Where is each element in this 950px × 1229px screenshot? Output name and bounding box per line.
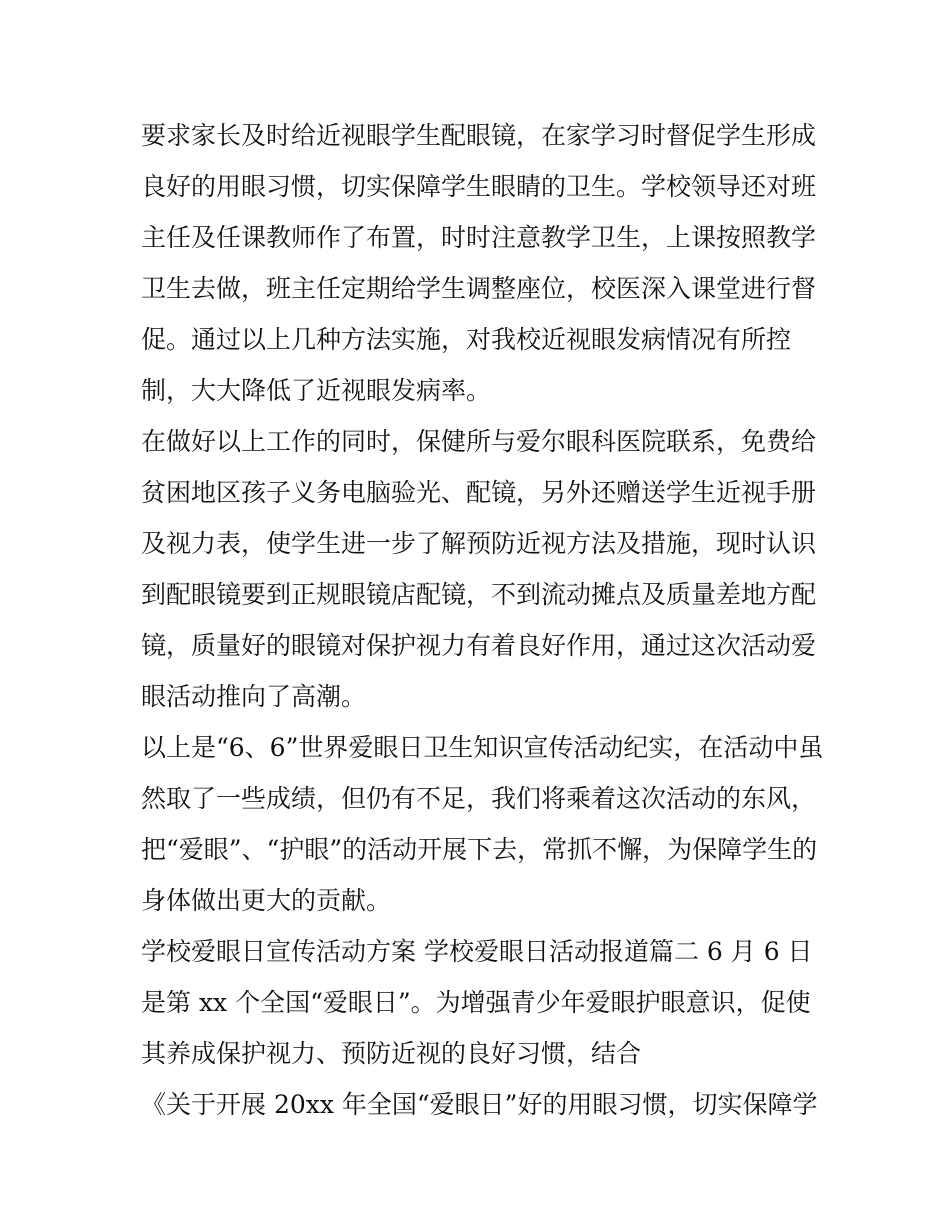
text-line: 到配眼镜要到正规眼镜店配镜，不到流动摊点及质量差地方配 bbox=[141, 580, 817, 609]
text-line: 身体做出更大的贡献。 bbox=[141, 886, 392, 915]
text-line: 以上是“6、6”世界爱眼日卫生知识宣传活动纪实，在活动中虽 bbox=[141, 733, 824, 762]
text-line: 学校爱眼日宣传活动方案 学校爱眼日活动报道篇二 6 月 6 日 bbox=[141, 937, 813, 966]
text-line: 把“爱眼”、“护眼”的活动开展下去，常抓不懈，为保障学生的 bbox=[141, 835, 818, 864]
text-line: 及视力表，使学生进一步了解预防近视方法及措施，现时认识 bbox=[141, 529, 817, 558]
text-line: 贫困地区孩子义务电脑验光、配镜，另外还赠送学生近视手册 bbox=[141, 478, 817, 507]
text-line: 制，大大降低了近视眼发病率。 bbox=[141, 376, 492, 405]
text-line: 然取了一些成绩，但仍有不足，我们将乘着这次活动的东风， bbox=[141, 784, 817, 813]
text-line: 卫生去做，班主任定期给学生调整座位，校医深入课堂进行督 bbox=[141, 274, 817, 303]
text-line: 眼活动推向了高潮。 bbox=[141, 682, 367, 711]
text-line: 在做好以上工作的同时，保健所与爱尔眼科医院联系，免费给 bbox=[141, 427, 817, 456]
text-line: 《关于开展 20xx 年全国“爱眼日”好的用眼习惯，切实保障学 bbox=[141, 1090, 818, 1119]
text-line: 镜，质量好的眼镜对保护视力有着良好作用，通过这次活动爱 bbox=[141, 631, 817, 660]
text-line: 良好的用眼习惯，切实保障学生眼睛的卫生。学校领导还对班 bbox=[141, 172, 817, 201]
text-line: 促。通过以上几种方法实施，对我校近视眼发病情况有所控 bbox=[141, 325, 792, 354]
text-line: 其养成保护视力、预防近视的良好习惯，结合 bbox=[141, 1039, 642, 1068]
text-line: 要求家长及时给近视眼学生配眼镜，在家学习时督促学生形成 bbox=[141, 121, 817, 150]
document-body bbox=[141, 110, 824, 1130]
text-line: 主任及任课教师作了布置，时时注意教学卫生，上课按照教学 bbox=[141, 223, 817, 252]
text-line: 是第 xx 个全国“爱眼日”。为增强青少年爱眼护眼意识，促使 bbox=[141, 988, 811, 1017]
